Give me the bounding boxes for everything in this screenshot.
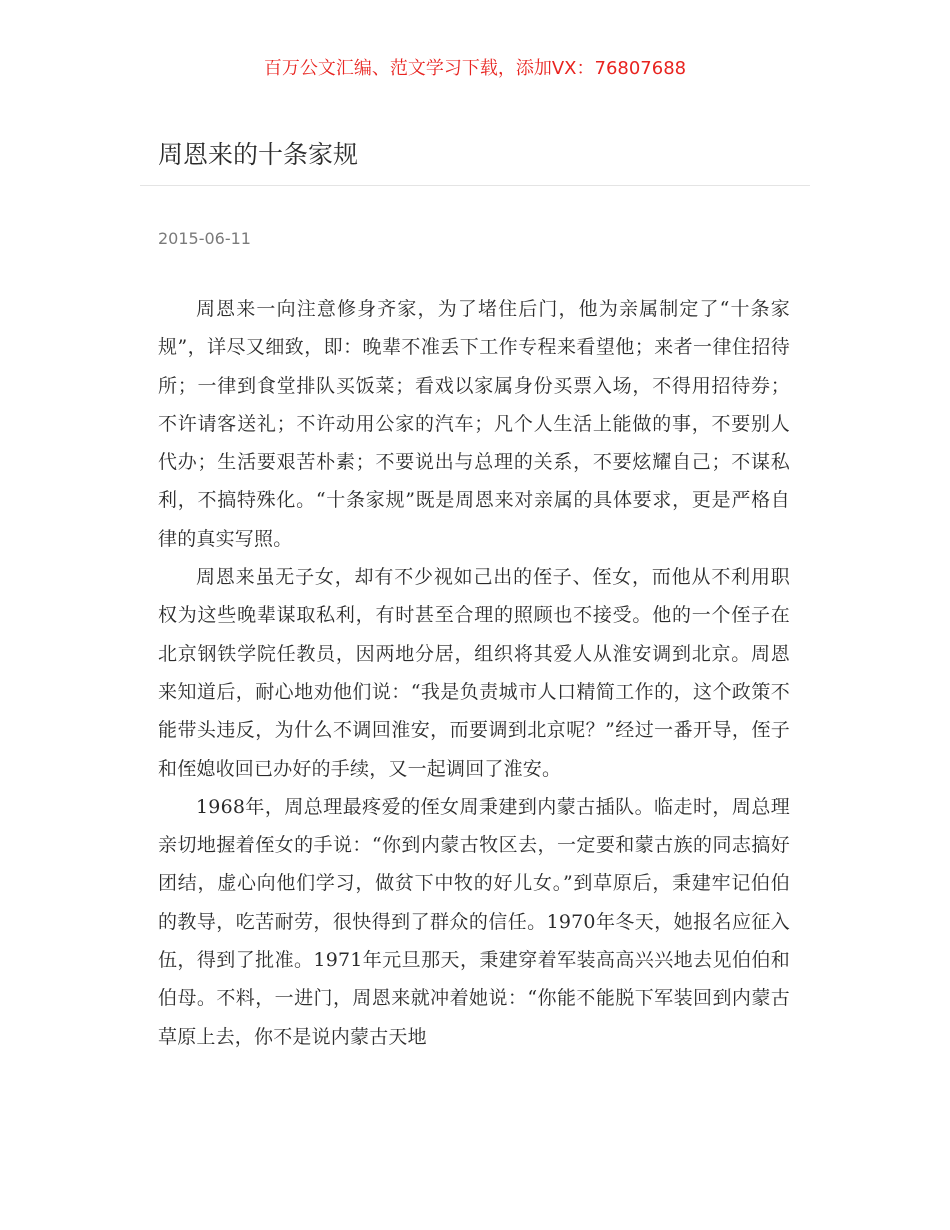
- paragraph: 周恩来一向注意修身齐家，为了堵住后门，他为亲属制定了“十条家规”，详尽又细致，即：晚辈不准丢下工作专程来看望他；来者一律住招待所；一律到食堂排队买饭菜；看戏以家属身份买票入场，不得用招待券；不许请客送礼；不许动用公家的汽车；凡个人生活上能做的事，不要别人代办；生活要艰苦朴素；不要说出与总理的关系，不要炫耀自己；不谋私利，不搞特殊化。“十条家规”既是周恩来对亲属的具体要求，更是严格自律的真实写照。: [158, 298, 790, 550]
- watermark-banner: 百万公文汇编、范文学习下载，添加VX：76807688: [263, 58, 687, 79]
- paragraph: 1968年，周总理最疼爱的侄女周秉建到内蒙古插队。临走时，周总理亲切地握着侄女的手说：“你到内蒙古牧区去，一定要和蒙古族的同志搞好团结，虚心向他们学习，做贫下中牧的好儿女。”到草原后，秉建牢记伯伯的教导，吃苦耐劳，很快得到了群众的信任。1970年冬天，她报名应征入伍，得到了批准。1971年元旦那天，秉建穿着军装高高兴兴地去见伯伯和伯母。不料，一进门，周恩来就冲着她说：“你能不能脱下军装回到内蒙古草原上去，你不是说内蒙古天地: [158, 795, 790, 1048]
- title-divider: [140, 185, 810, 186]
- publish-date: 2015-06-11: [158, 229, 251, 248]
- article-body: [158, 290, 790, 1056]
- article-title: 周恩来的十条家规: [158, 140, 359, 169]
- paragraph: 周恩来虽无子女，却有不少视如己出的侄子、侄女，而他从不利用职权为这些晚辈谋取私利，有时甚至合理的照顾也不接受。他的一个侄子在北京钢铁学院任教员，因两地分居，组织将其爱人从淮安调到北京。周恩来知道后，耐心地劝他们说：“我是负责城市人口精简工作的，这个政策不能带头违反，为什么不调回淮安，而要调到北京呢？”经过一番开导，侄子和侄媳收回已办好的手续，又一起调回了淮安。: [158, 566, 790, 780]
